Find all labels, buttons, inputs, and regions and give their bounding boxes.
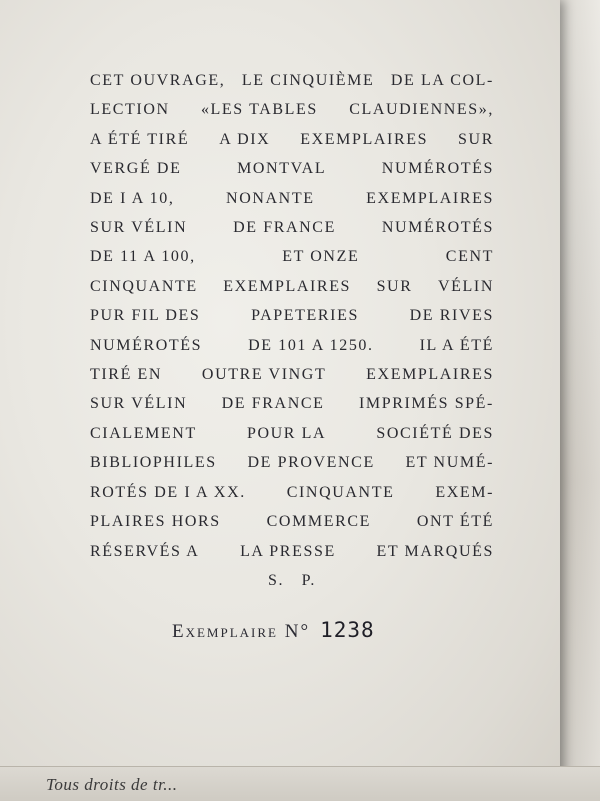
colophon-word: EXEM- bbox=[435, 483, 494, 501]
colophon-word: A DIX bbox=[219, 130, 271, 148]
colophon-word: TIRÉ EN bbox=[90, 366, 163, 384]
colophon-word: SUR VÉLIN bbox=[90, 219, 188, 237]
colophon-word: SOCIÉTÉ DES bbox=[376, 424, 494, 442]
colophon-word: EXEMPLAIRES bbox=[223, 277, 352, 295]
colophon-word: NUMÉROTÉS bbox=[90, 336, 203, 354]
colophon-line bbox=[90, 184, 494, 213]
colophon-word: RÉSERVÉS A bbox=[90, 542, 200, 560]
colophon-line bbox=[90, 537, 494, 566]
colophon-word: CET OUVRAGE, bbox=[90, 72, 226, 89]
colophon-line bbox=[90, 125, 494, 154]
colophon-word: SUR VÉLIN bbox=[90, 395, 188, 413]
colophon-text bbox=[90, 66, 494, 595]
colophon-line bbox=[90, 213, 494, 242]
colophon-word: VERGÉ DE bbox=[90, 160, 182, 178]
colophon-word: DE 11 A 100, bbox=[90, 248, 196, 266]
colophon-word: A ÉTÉ TIRÉ bbox=[90, 130, 190, 148]
colophon-word: OUTRE VINGT bbox=[201, 366, 327, 384]
colophon-closing: S. P. bbox=[267, 571, 317, 589]
colophon-line bbox=[90, 66, 494, 95]
copy-number bbox=[172, 618, 375, 643]
colophon-word: CLAUDIENNES», bbox=[349, 101, 494, 119]
colophon-word: DE FRANCE bbox=[221, 395, 325, 413]
colophon-word: DE PROVENCE bbox=[247, 454, 375, 472]
colophon-word: «LES TABLES bbox=[200, 101, 318, 119]
colophon-word: VÉLIN bbox=[438, 277, 494, 295]
colophon-word: SUR bbox=[458, 130, 494, 148]
colophon-word: DE FRANCE bbox=[233, 219, 336, 237]
colophon-word: MONTVAL bbox=[237, 160, 327, 178]
colophon-word: CENT bbox=[445, 248, 494, 266]
colophon-line bbox=[90, 154, 494, 183]
colophon-word: ROTÉS DE I A XX. bbox=[90, 483, 246, 501]
copy-number-label: Exemplaire N° bbox=[172, 621, 311, 642]
colophon-word: PLAIRES HORS bbox=[90, 513, 221, 531]
rights-note: Tous droits de tr... bbox=[46, 775, 178, 794]
colophon-line bbox=[90, 419, 494, 448]
colophon-line bbox=[90, 272, 494, 301]
colophon-word: ONT ÉTÉ bbox=[416, 513, 494, 531]
colophon-line bbox=[90, 301, 494, 330]
colophon-word: NONANTE bbox=[226, 189, 315, 207]
colophon-line bbox=[90, 448, 494, 477]
colophon-line bbox=[90, 478, 494, 507]
colophon-word: LA PRESSE bbox=[240, 542, 336, 560]
colophon-word: IL A ÉTÉ bbox=[419, 336, 494, 354]
colophon-line bbox=[90, 360, 494, 389]
colophon-line bbox=[90, 389, 494, 418]
colophon-word: ET ONZE bbox=[282, 248, 360, 266]
colophon-word: EXEMPLAIRES bbox=[366, 366, 494, 384]
colophon-word: DE I A 10, bbox=[90, 189, 175, 207]
colophon-word: PAPETERIES bbox=[251, 307, 359, 325]
colophon-word: PUR FIL DES bbox=[90, 307, 201, 325]
colophon-word: IMPRIMÉS SPÉ- bbox=[358, 395, 494, 413]
colophon-word: CINQUANTE bbox=[90, 277, 198, 295]
colophon-word: EXEMPLAIRES bbox=[366, 189, 494, 207]
colophon-line bbox=[90, 242, 494, 271]
colophon-word: DE LA COL- bbox=[390, 72, 494, 89]
background-right-edge bbox=[560, 0, 600, 800]
colophon-word: ET MARQUÉS bbox=[376, 542, 494, 560]
colophon-word: DE RIVES bbox=[409, 307, 494, 325]
colophon-line bbox=[90, 507, 494, 536]
colophon-word: BIBLIOPHILES bbox=[90, 454, 217, 472]
colophon-word: CINQUANTE bbox=[286, 483, 395, 501]
colophon-word: NUMÉROTÉS bbox=[381, 219, 494, 237]
colophon-line bbox=[90, 95, 494, 124]
colophon-word: ET NUMÉ- bbox=[405, 454, 494, 472]
colophon-word: COMMERCE bbox=[266, 513, 372, 531]
colophon-word: POUR LA bbox=[247, 424, 327, 442]
colophon-line bbox=[90, 331, 494, 360]
colophon-word: DE 101 A 1250. bbox=[248, 336, 374, 354]
colophon-word: EXEMPLAIRES bbox=[300, 130, 429, 148]
colophon-word: LECTION bbox=[90, 101, 170, 119]
colophon-word: CIALEMENT bbox=[90, 424, 197, 442]
colophon-word: LE CINQUIÈME bbox=[241, 72, 375, 89]
copy-number-value: 1238 bbox=[320, 618, 375, 642]
colophon-word: SUR bbox=[376, 277, 413, 295]
colophon-word: NUMÉROTÉS bbox=[381, 160, 494, 178]
